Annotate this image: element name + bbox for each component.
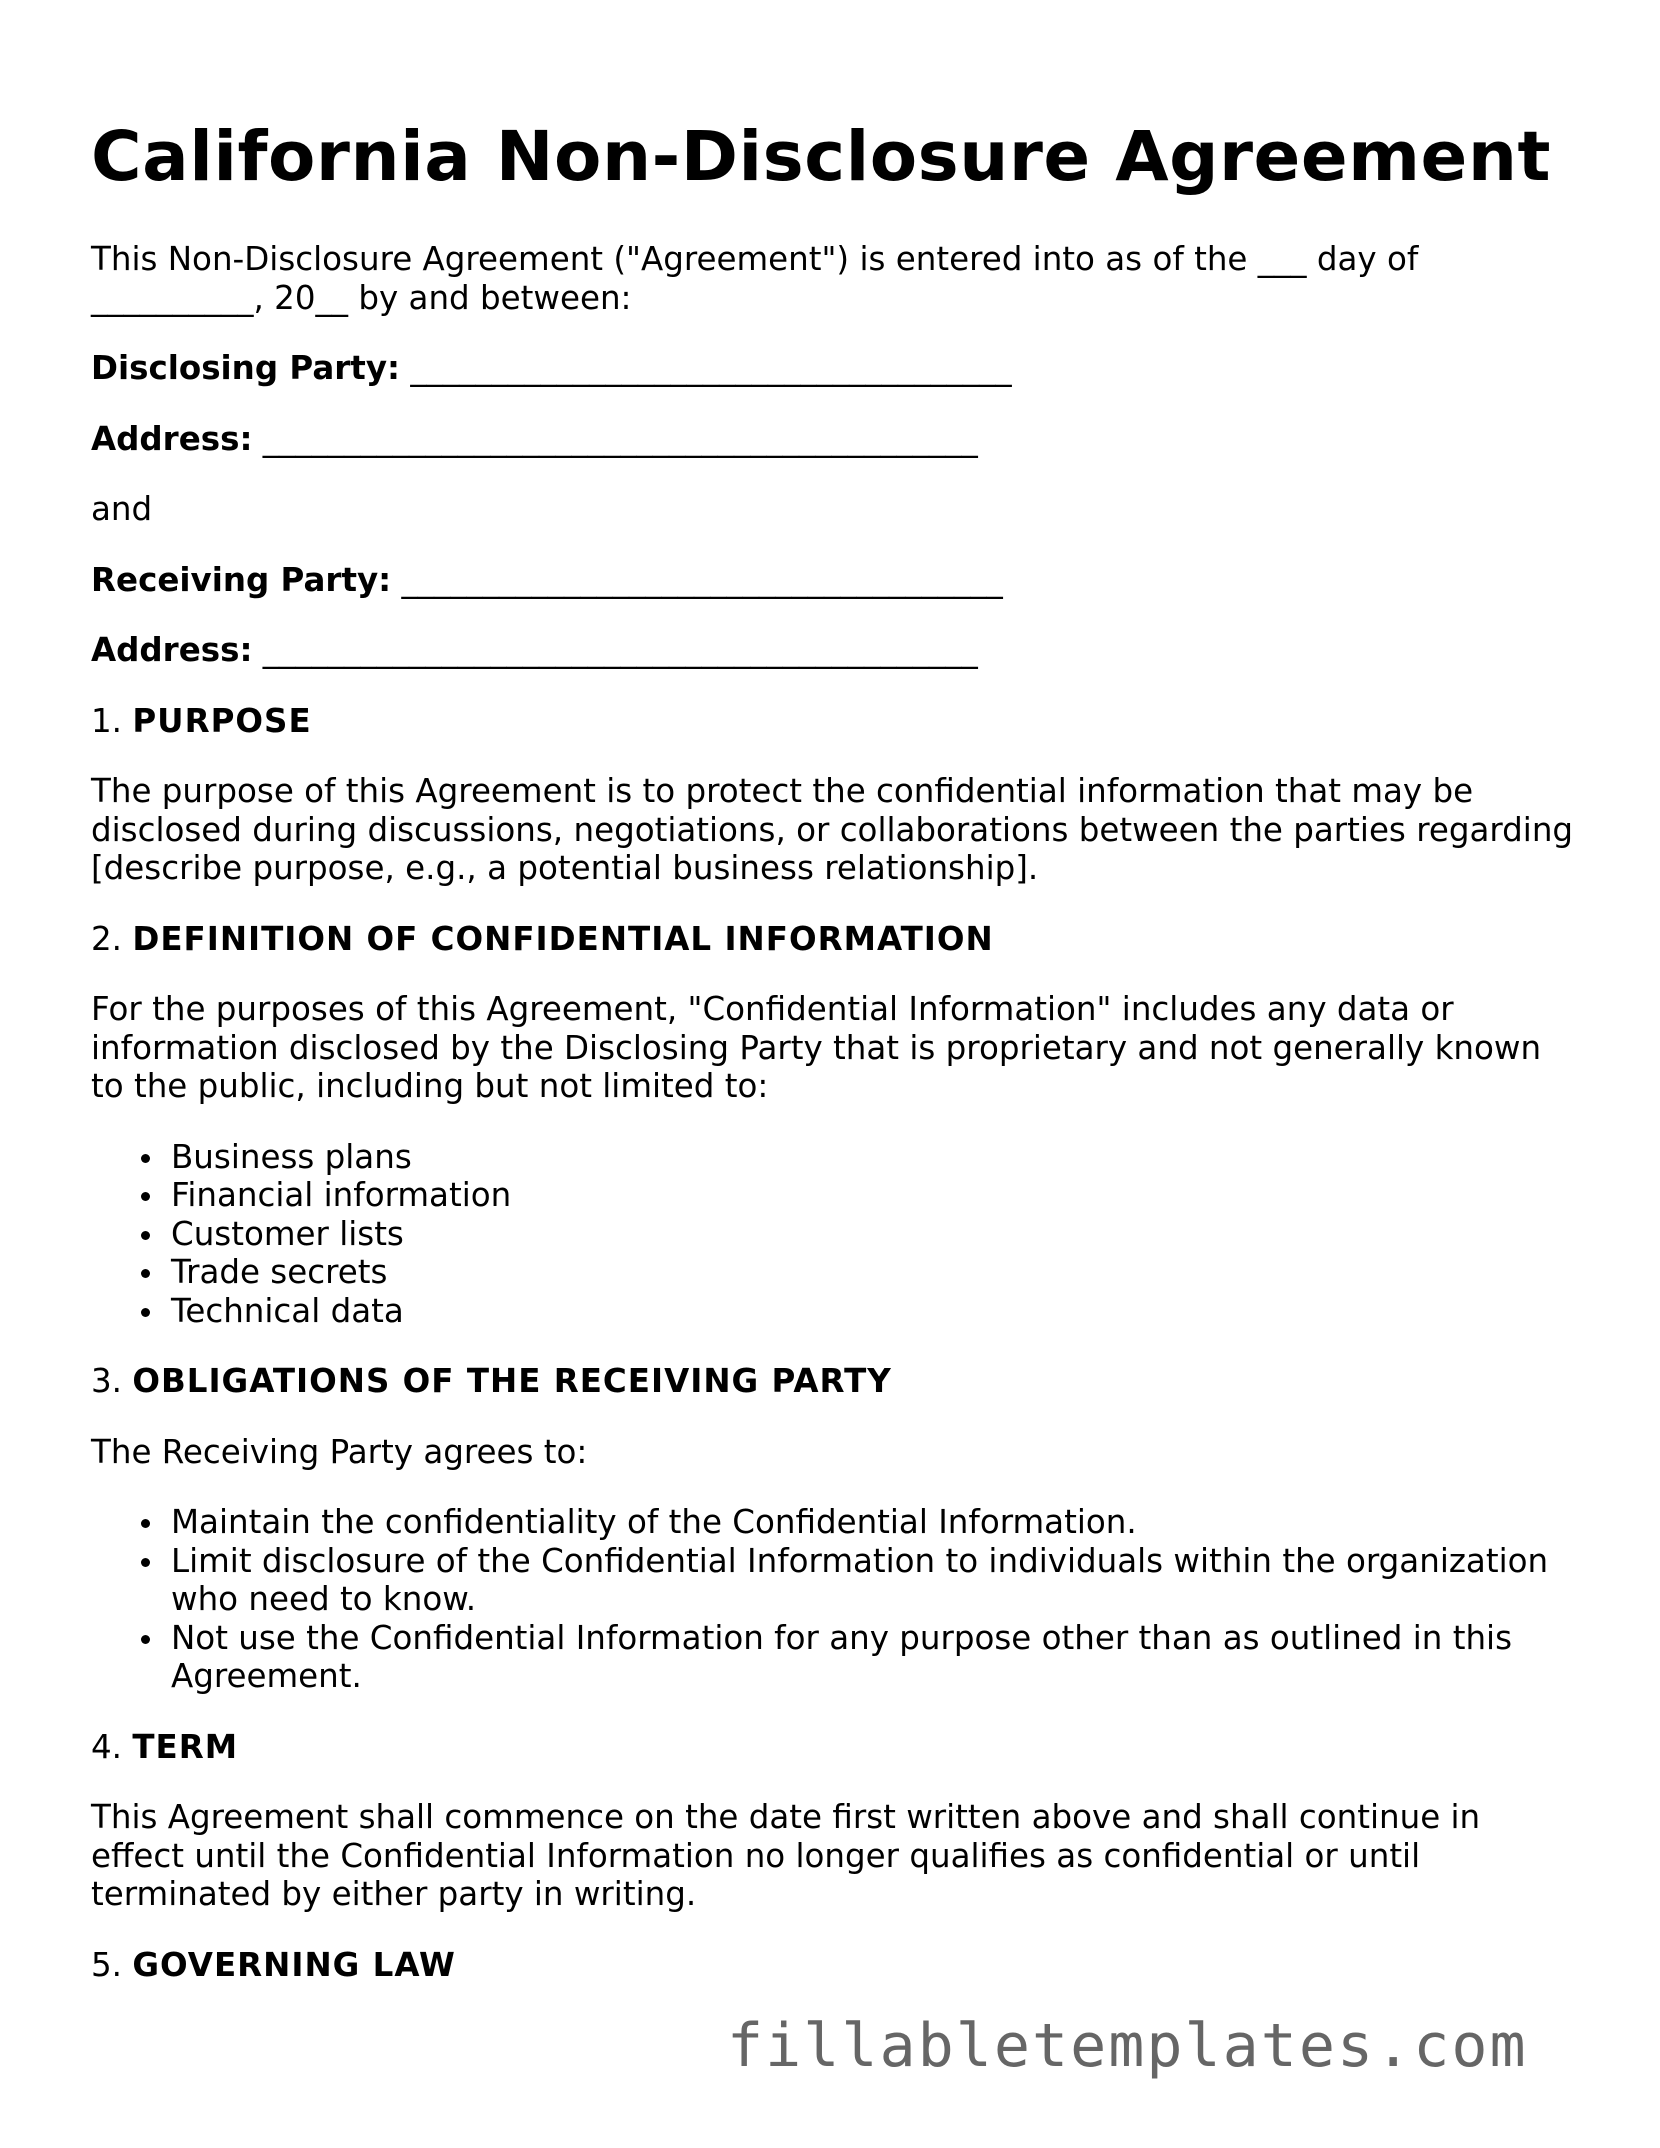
section-purpose-heading [91, 702, 1581, 741]
receiving-address-label: Address: [91, 631, 253, 669]
section-governing-law-heading [91, 1946, 1581, 1985]
receiving-party-blank: _____________________________________ [401, 560, 1003, 599]
body-line: [describe purpose, e.g., a potential business relationship]. [91, 849, 1039, 887]
receiving-party-field [91, 561, 1581, 600]
body-line: to the public, including but not limited to: [91, 1067, 769, 1105]
body-line: The purpose of this Agreement is to protect the confidential information that may be [91, 772, 1474, 810]
section-number: 4. [91, 1727, 123, 1766]
intro-paragraph [91, 240, 1581, 317]
intro-line-2: __________, 20__ by and between: [91, 278, 632, 317]
list-item-line: who need to know. [171, 1580, 477, 1618]
document-page [91, 116, 1581, 2016]
disclosing-party-blank: _____________________________________ [410, 349, 1012, 387]
receiving-party-label: Receiving Party: [91, 560, 392, 599]
list-item: Business plans [171, 1138, 1581, 1177]
disclosing-party-field [91, 349, 1581, 388]
conjunction-and: and [91, 490, 153, 528]
list-item [171, 1619, 1581, 1696]
section-obligations-heading [91, 1362, 1581, 1401]
section-definition-heading [91, 920, 1581, 959]
body-line: effect until the Confidential Information no longer qualifies as confidential or until [91, 1836, 1421, 1875]
body-line: disclosed during discussions, negotiations, or collaborations between the parties regarding [91, 810, 1574, 849]
section-term-body [91, 1798, 1581, 1914]
section-term-heading [91, 1728, 1581, 1767]
body-line: This Agreement shall commence on the date first written above and shall continue in [91, 1798, 1481, 1836]
list-item-line: Agreement. [171, 1657, 362, 1695]
section-number: 1. [91, 701, 123, 740]
list-item-line: Not use the Confidential Information for any purpose other than as outlined in this [171, 1618, 1513, 1657]
disclosing-address-blank: ____________________________________________ [262, 419, 978, 458]
disclosing-address-field [91, 420, 1581, 459]
document-title: California Non-Disclosure Agreement [91, 117, 1551, 197]
section-title: OBLIGATIONS OF THE RECEIVING PARTY [132, 1362, 892, 1400]
section-definition-body [91, 990, 1581, 1106]
section-title: GOVERNING LAW [132, 1945, 456, 1984]
list-item: Maintain the confidentiality of the Confidential Information. [171, 1503, 1581, 1542]
section-title: PURPOSE [132, 701, 312, 740]
body-line: For the purposes of this Agreement, "Confidential Information" includes any data or [91, 990, 1454, 1028]
list-item [171, 1542, 1581, 1619]
confidential-info-list [91, 1138, 1581, 1331]
section-number: 5. [91, 1945, 123, 1984]
section-title: DEFINITION OF CONFIDENTIAL INFORMATION [132, 919, 994, 958]
list-item: Customer lists [171, 1215, 1581, 1254]
section-number: 3. [91, 1362, 123, 1400]
obligations-list [91, 1503, 1581, 1696]
section-title: TERM [132, 1727, 239, 1766]
body-line: information disclosed by the Disclosing Party that is proprietary and not generally known [91, 1028, 1542, 1067]
receiving-address-blank: ____________________________________________ [262, 631, 978, 669]
list-item: Trade secrets [171, 1253, 1581, 1292]
site-watermark: fillabletemplates.com [727, 2011, 1528, 2081]
intro-line-1: This Non-Disclosure Agreement ("Agreement") is entered into as of the ___ day of [91, 240, 1419, 278]
section-obligations-intro: The Receiving Party agrees to: [91, 1432, 588, 1471]
receiving-address-field [91, 631, 1581, 670]
section-number: 2. [91, 919, 123, 958]
body-line: terminated by either party in writing. [91, 1875, 697, 1913]
list-item: Technical data [171, 1292, 1581, 1331]
disclosing-address-label: Address: [91, 419, 253, 458]
list-item-line: Limit disclosure of the Confidential Information to individuals within the organization [171, 1541, 1549, 1580]
section-purpose-body [91, 772, 1581, 888]
disclosing-party-label: Disclosing Party: [91, 349, 401, 387]
list-item: Financial information [171, 1176, 1581, 1215]
